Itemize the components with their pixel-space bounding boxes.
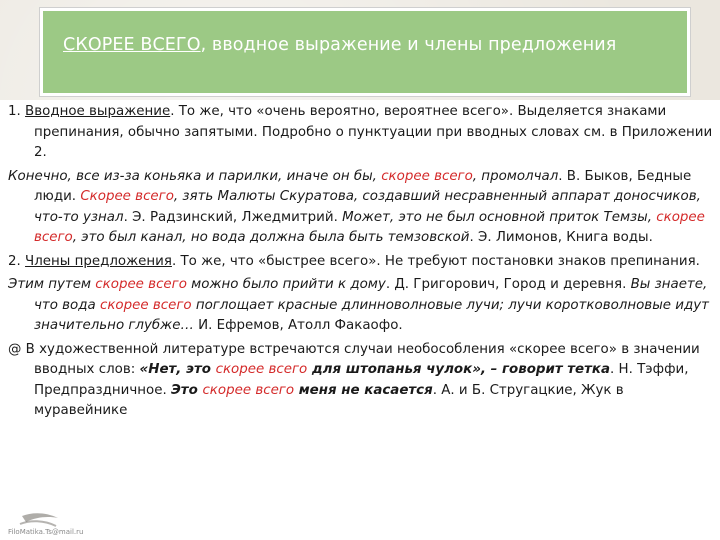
example-source: . Э. Радзинский, Лжедмитрий.: [123, 209, 343, 225]
section-heading: Члены предложения: [25, 253, 172, 269]
title-rest: , вводное выражение и члены предложения: [200, 35, 617, 55]
highlight-phrase: Скорее всего: [80, 189, 174, 204]
quote-text: меня не касается: [294, 382, 433, 398]
section-definition: . То же, что «очень вероятно, вероятнее всего». Выделяется знаками препинания, обычно запятыми. Подробно о пунктуации при вводных словах см. в Приложении 2.: [34, 104, 713, 160]
example-text: Вы знаете, что вода: [34, 277, 708, 313]
highlight-phrase: скорее всего: [202, 382, 295, 398]
example-text: , зять Малюты Скуратова, создавший несравненный аппарат доносчиков, что-то узнал: [34, 189, 701, 225]
quote-text: Это: [170, 382, 203, 398]
example-text: , промолчал: [472, 168, 559, 184]
examples-1: [8, 167, 714, 249]
highlight-phrase: скорее всего: [99, 297, 192, 313]
example-text: Конечно, все из-за коньяка и парилки, иначе он бы,: [8, 168, 382, 184]
title-term: СКОРЕЕ ВСЕГО: [63, 35, 201, 55]
example-source: . Э. Лимонов, Книга воды.: [469, 230, 653, 245]
article-body: [8, 102, 714, 425]
quote-text: для штопанья чулок», – говорит тетка: [307, 362, 611, 377]
footer-site: FiloMatika.Ts@mail.ru: [8, 528, 84, 536]
example-source: И. Ефремов, Атолл Факаофо.: [193, 318, 403, 333]
section-number: 2.: [8, 253, 26, 269]
highlight-phrase: скорее всего: [381, 168, 473, 184]
example-text: можно было прийти к дому: [186, 277, 386, 292]
example-text: , это был канал, но вода должна была быть темзовской: [72, 230, 470, 245]
example-text: Может, это не был основной приток Темзы,: [342, 209, 657, 225]
section-heading: Вводное выражение: [25, 104, 171, 119]
example-source: . В. Быков, Бедные люди.: [34, 168, 692, 204]
section-2: [8, 252, 714, 273]
highlight-phrase: скорее всего: [34, 209, 705, 245]
highlight-phrase: скорее всего: [215, 362, 308, 377]
example-source: . Д. Григорович, Город и деревня.: [385, 277, 631, 292]
slide-title: [63, 35, 616, 55]
note-lead: @ В художественной литературе встречаются случаи необособления «скорее всего» в значении вводных слов:: [8, 341, 700, 377]
quote-text: «Нет, это: [139, 362, 216, 377]
note: [8, 340, 714, 422]
example-source: . А. и Б. Стругацкие, Жук в муравейнике: [34, 382, 624, 418]
title-banner: [40, 8, 690, 96]
example-text: Этим путем: [8, 277, 96, 292]
highlight-phrase: скорее всего: [95, 277, 187, 292]
section-definition: . То же, что «быстрее всего». Не требуют постановки знаков препинания.: [171, 253, 700, 269]
section-1: [8, 102, 714, 164]
examples-2: [8, 275, 714, 337]
section-number: 1.: [8, 104, 26, 119]
example-text: поглощает красные длинноволновые лучи; лучи коротковолновые идут значительно глубже…: [34, 297, 709, 333]
example-source: . Н. Тэффи, Предпраздничное.: [34, 362, 689, 398]
